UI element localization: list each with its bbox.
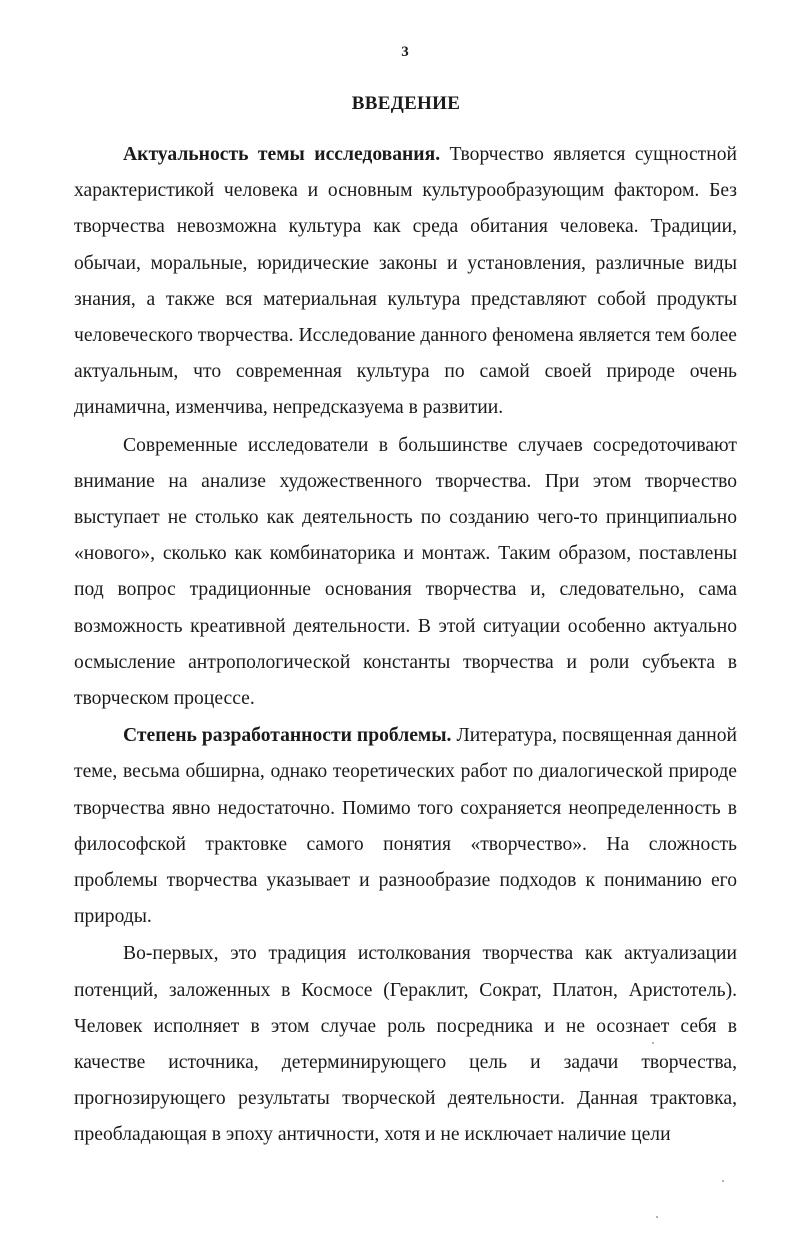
- body-text: [74, 137, 737, 1154]
- section-heading: ВВЕДЕНИЕ: [351, 93, 461, 114]
- scan-speck: [722, 1180, 724, 1182]
- paragraph-first-approach: [74, 936, 737, 1153]
- paragraph-text: Современные исследователи в большинстве случаев сосредоточивают внимание на анализе художественного творчества. При этом творчество выступает не столько как деятельность по созданию чего-то принципиально «нового», сколько как комбинаторика и монтаж. Таким образом, поставлены под вопрос традиционные основания творчества и, следовательно, сама возможность креативной деятельности. В этой ситуации особенно актуально осмысление антропологической константы творчества и роли субъекта в творческом процессе.: [74, 434, 737, 710]
- paragraph-lead: Степень разработанности проблемы.: [123, 725, 452, 747]
- paragraph-modern-research: [74, 428, 737, 718]
- paragraph-text: Творчество является сущностной характеристикой человека и основным культурообразующим фактором. Без творчества невозможна культура как среда обитания человека. Традиции, обычаи, моральные, юридические законы и установления, различные виды знания, а также вся материальная культура представляют собой продукты человеческого творчества. Исследование данного феномена является тем более актуальным, что современная культура по самой своей природе очень динамична, изменчива, непредсказуема в развитии.: [74, 144, 737, 419]
- paragraph-lead: Актуальность темы исследования.: [123, 144, 441, 165]
- paragraph-text: Во-первых, это традиция истолкования творчества как актуализации потенций, заложенных в Космосе (Гераклит, Сократ, Платон, Аристотель). Человек исполняет в этом случае роль посредника и не осознает себя в качестве источника, детерминирующего цель и задачи творчества, прогнозирующего результаты творческой деятельности. Данная трактовка, преобладающая в эпоху античности, хотя и не исключает наличие цели: [74, 943, 737, 1146]
- paragraph-relevance: [74, 137, 737, 427]
- scan-speck: [652, 1042, 654, 1044]
- paragraph-text: Литература, посвященная данной теме, весьма обширна, однако теоретических работ по диалогической природе творчества явно недостаточно. Помимо того сохраняется неопределенность в философской трактовке самого понятия «творчество». На сложность проблемы творчества указывает и разнообразие подходов к пониманию его природы.: [74, 725, 737, 928]
- page-number: 3: [401, 44, 409, 60]
- paragraph-problem-development: [74, 718, 737, 935]
- scan-speck: [656, 1216, 658, 1218]
